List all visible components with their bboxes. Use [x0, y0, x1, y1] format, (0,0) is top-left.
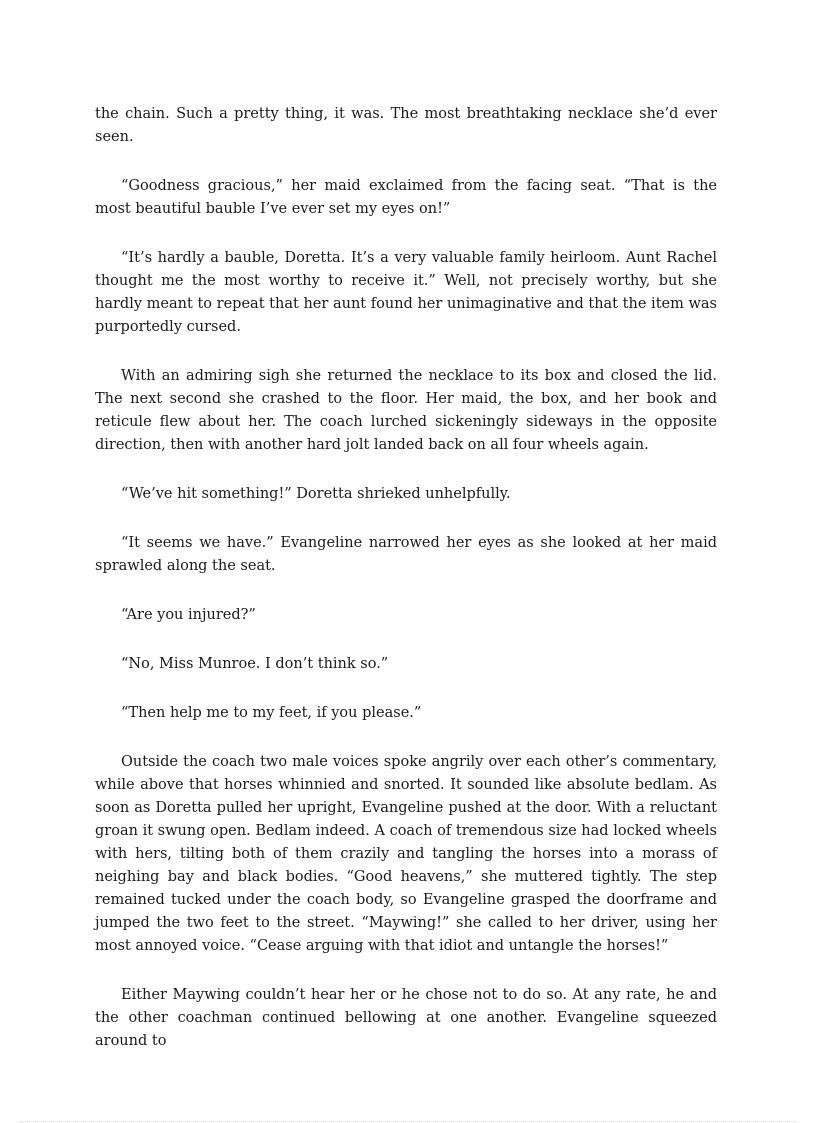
paragraph: “Goodness gracious,” her maid exclaimed from the facing seat. “That is the most beautiful bauble I’ve ever set my eyes on!”	[95, 178, 717, 217]
paragraph: “We’ve hit something!” Doretta shrieked unhelpfully.	[121, 486, 511, 502]
paragraph: Either Maywing couldn’t hear her or he chose not to do so. At any rate, he and the other coachman continued bellowing at one another. Evangeline squeezed around to	[95, 987, 717, 1049]
paragraph: Outside the coach two male voices spoke angrily over each other’s commentary, while above that horses whinnied and snorted. It sounded like absolute bedlam. As soon as Doretta pulled her upright, Evangeline pushed at the door. With a reluctant groan it swung open. Bedlam indeed. A coach of tremendous size had locked wheels with hers, tilting both of them crazily and tangling the horses into a morass of neighing bay and black bodies. “Good heavens,” she muttered tightly. The step remained tucked under the coach body, so Evangeline grasped the doorframe and jumped the two feet to the street. “Maywing!” she called to her driver, using her most annoyed voice. “Cease arguing with that idiot and untangle the horses!”	[95, 754, 717, 954]
paragraph: With an admiring sigh she returned the necklace to its box and closed the lid. The next second she crashed to the floor. Her maid, the box, and her book and reticule flew about her. The coach lurched sickeningly sideways in the opposite direction, then with another hard jolt landed back on all four wheels again.	[95, 368, 717, 453]
document-page	[95, 103, 717, 1079]
paragraph: “It seems we have.” Evangeline narrowed her eyes as she looked at her maid sprawled along the seat.	[95, 535, 717, 574]
page-bottom-divider	[20, 1121, 796, 1122]
paragraph: “No, Miss Munroe. I don’t think so.”	[121, 656, 389, 672]
paragraph: “It’s hardly a bauble, Doretta. It’s a very valuable family heirloom. Aunt Rachel thought me the most worthy to receive it.” Well, not precisely worthy, but she hardly meant to repeat that her aunt found her unimaginative and that the item was purportedly cursed.	[95, 250, 717, 335]
paragraph-continuation: the chain. Such a pretty thing, it was. The most breathtaking necklace she’d ever seen.	[95, 106, 717, 145]
paragraph: “Are you injured?”	[121, 607, 256, 623]
paragraph: “Then help me to my feet, if you please.”	[121, 705, 422, 721]
